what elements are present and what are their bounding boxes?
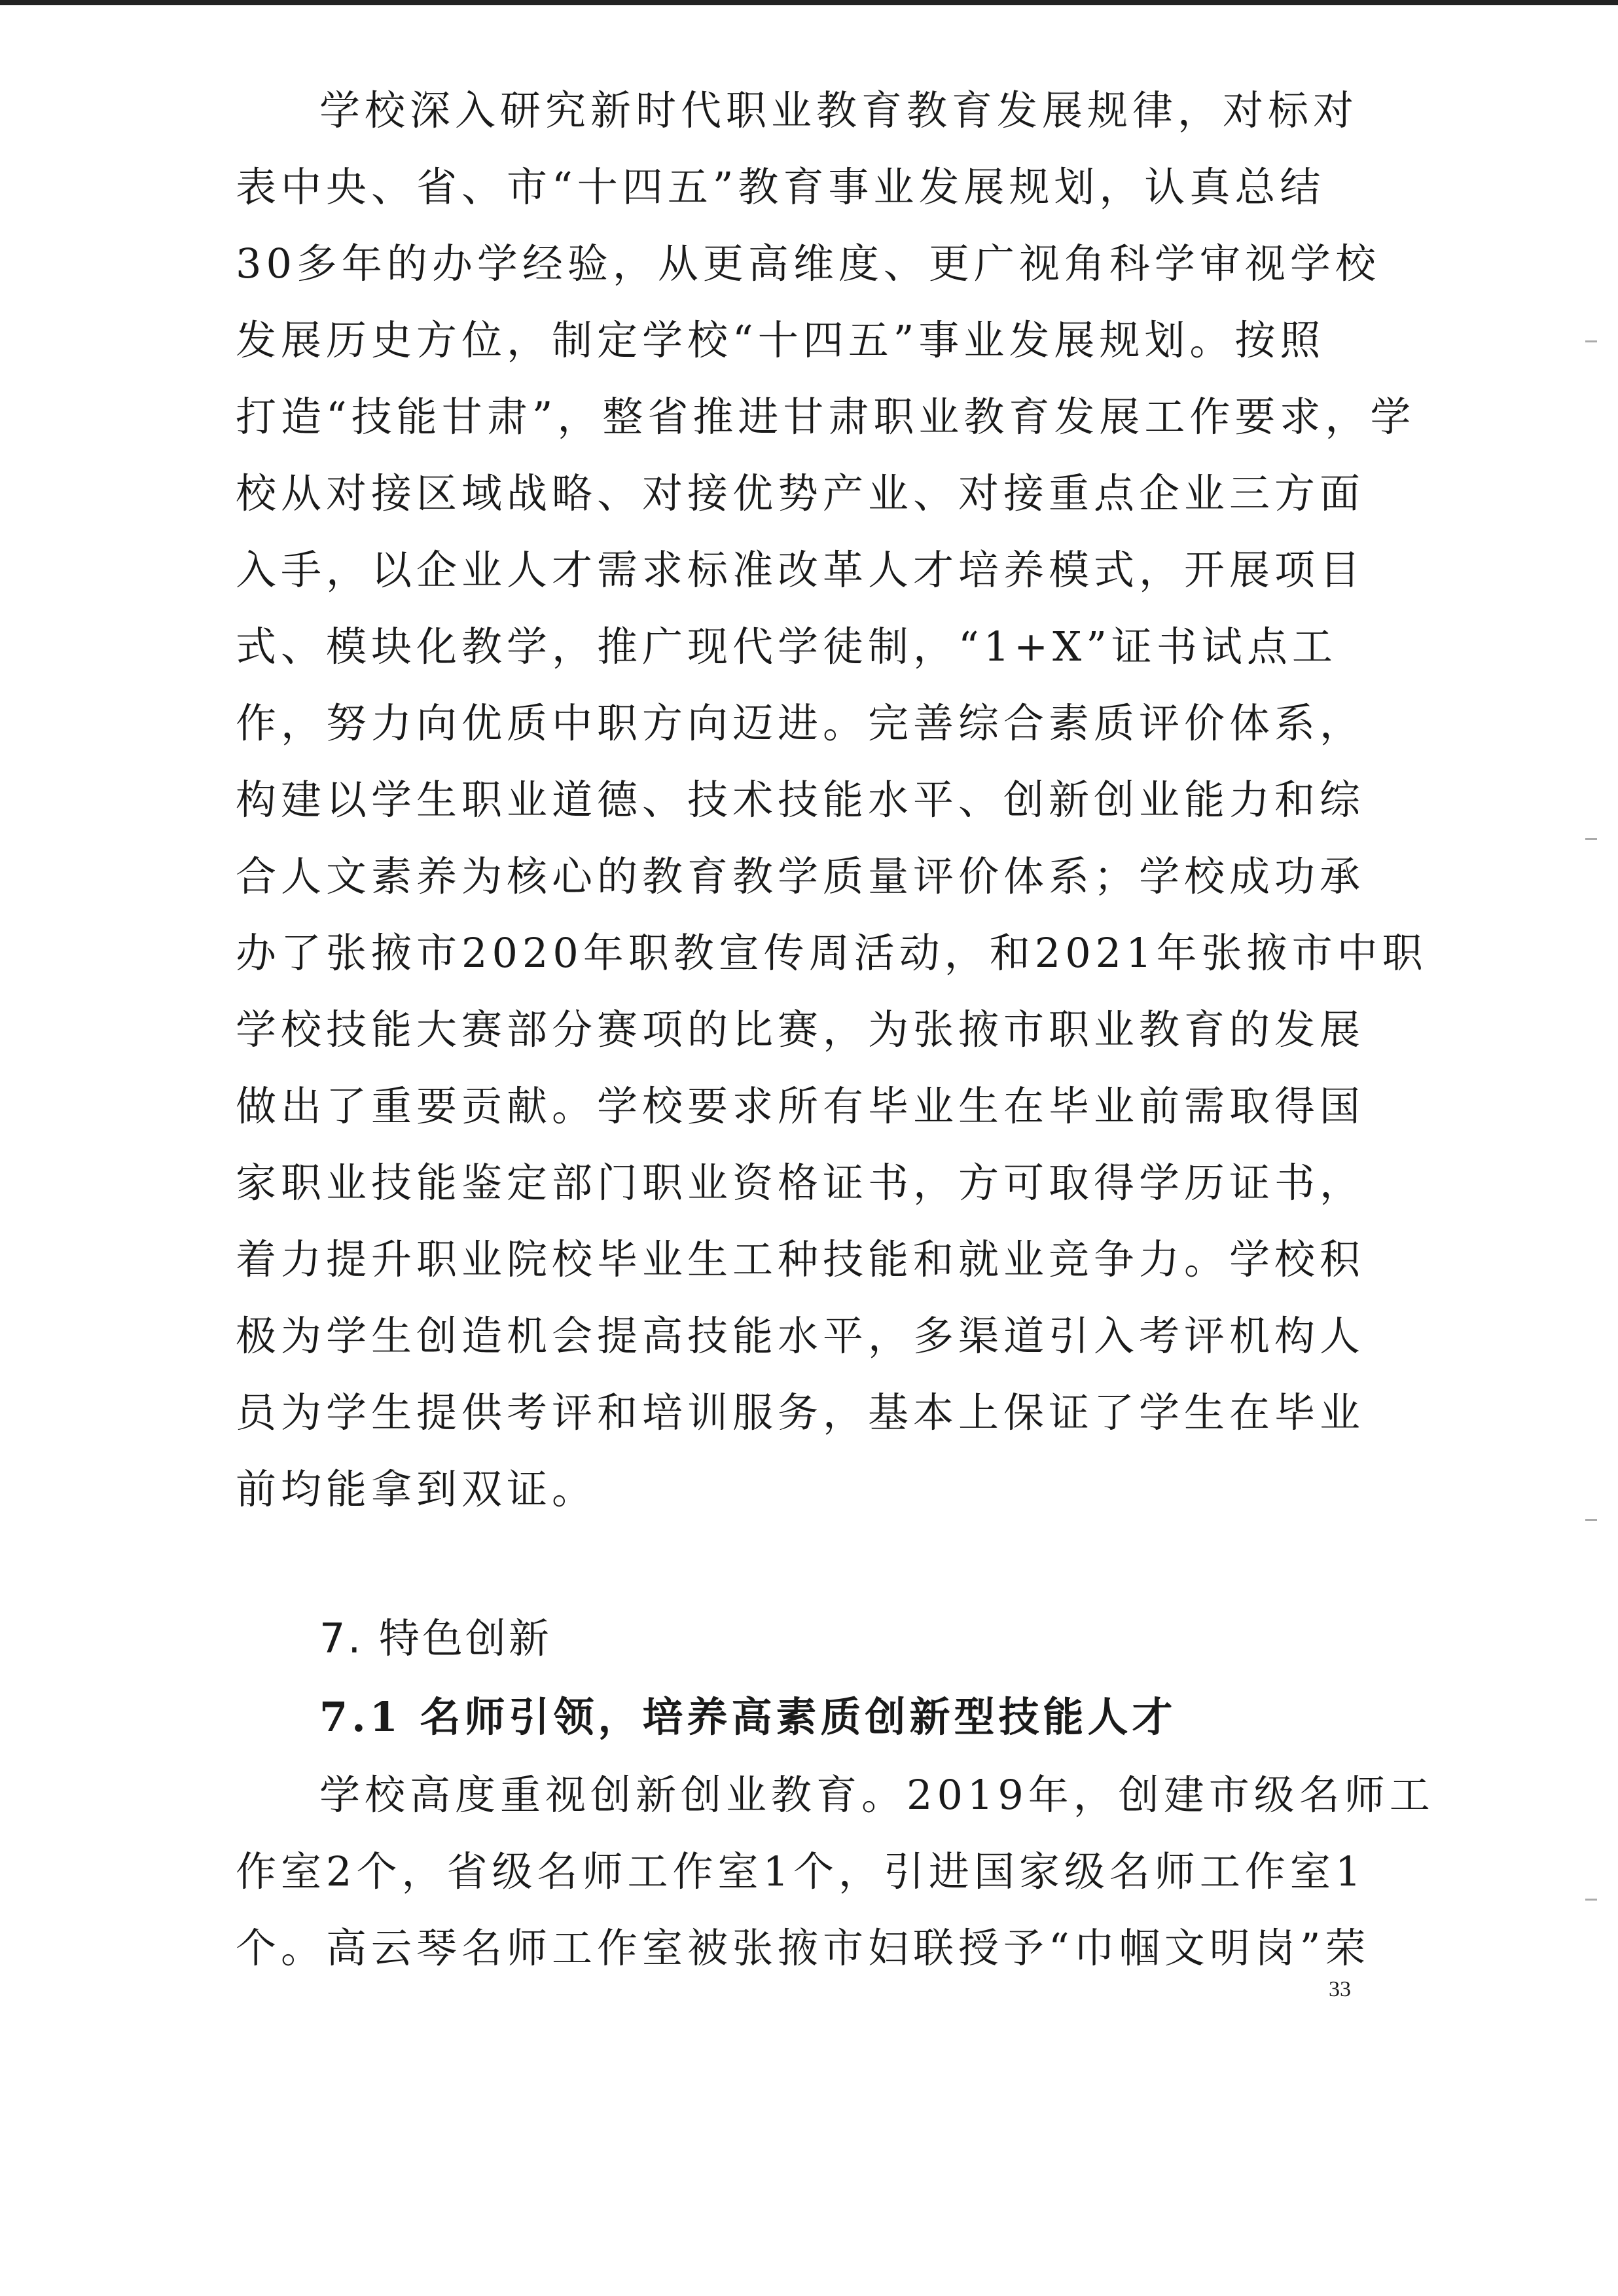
text-line: 校从对接区域战略、对接优势产业、对接重点企业三方面 [236,469,1365,517]
text-line: 办了张掖市2020年职教宣传周活动，和2021年张掖市中职 [236,929,1428,977]
text-line: 发展历史方位，制定学校“十四五”事业发展规划。按照 [236,316,1325,364]
text-line: 个。高云琴名师工作室被张掖市妇联授予“巾帼文明岗”荣 [236,1924,1371,1972]
text-line: 打造“技能甘肃”，整省推进甘肃职业教育发展工作要求，学 [236,393,1416,441]
section-gap [236,1527,1368,1599]
text-line: 合人文素养为核心的教育教学质量评价体系；学校成功承 [236,852,1365,900]
text-line: 作，努力向优质中职方向迈进。完善综合素质评价体系， [236,699,1365,747]
text-line: 构建以学生职业道德、技术技能水平、创新创业能力和综 [236,776,1365,824]
text-line: 入手，以企业人才需求标准改革人才培养模式，开展项目 [236,546,1365,594]
scan-margin-mark [1585,340,1597,342]
section-heading: 7. 特色创新 [319,1614,552,1662]
text-line: 家职业技能鉴定部门职业资格证书，方可取得学历证书， [236,1159,1365,1207]
scan-margin-mark [1585,1519,1597,1521]
document-page [236,72,1435,1986]
text-line: 着力提升职业院校毕业生工种技能和就业竞争力。学校积 [236,1235,1365,1283]
scan-margin-mark [1585,1899,1597,1901]
scan-top-edge [0,0,1618,5]
subsection-heading: 7.1 名师引领，培养高素质创新型技能人才 [319,1693,1177,1741]
text-line: 作室2个，省级名师工作室1个，引进国家级名师工作室1 [236,1848,1366,1895]
text-line: 前均能拿到双证。 [236,1465,598,1513]
text-line: 学校高度重视创新创业教育。2019年，创建市级名师工 [319,1771,1435,1819]
text-line: 式、模块化教学，推广现代学徒制，“1+X”证书试点工 [236,623,1337,670]
scan-margin-mark [1585,838,1597,840]
page-number: 33 [1329,1977,1351,2001]
paragraph-1 [236,72,1428,1527]
text-line: 30多年的办学经验，从更高维度、更广视角科学审视学校 [236,240,1380,287]
text-line: 员为学生提供考评和培训服务，基本上保证了学生在毕业 [236,1389,1365,1436]
paragraph-2 [236,1757,1435,1986]
text-line: 做出了重要贡献。学校要求所有毕业生在毕业前需取得国 [236,1082,1365,1130]
text-line: 学校技能大赛部分赛项的比赛，为张掖市职业教育的发展 [236,1006,1365,1053]
text-line: 极为学生创造机会提高技能水平，多渠道引入考评机构人 [236,1312,1365,1360]
text-line: 表中央、省、市“十四五”教育事业发展规划，认真总结 [236,163,1325,211]
text-line: 学校深入研究新时代职业教育教育发展规律，对标对 [319,86,1359,134]
